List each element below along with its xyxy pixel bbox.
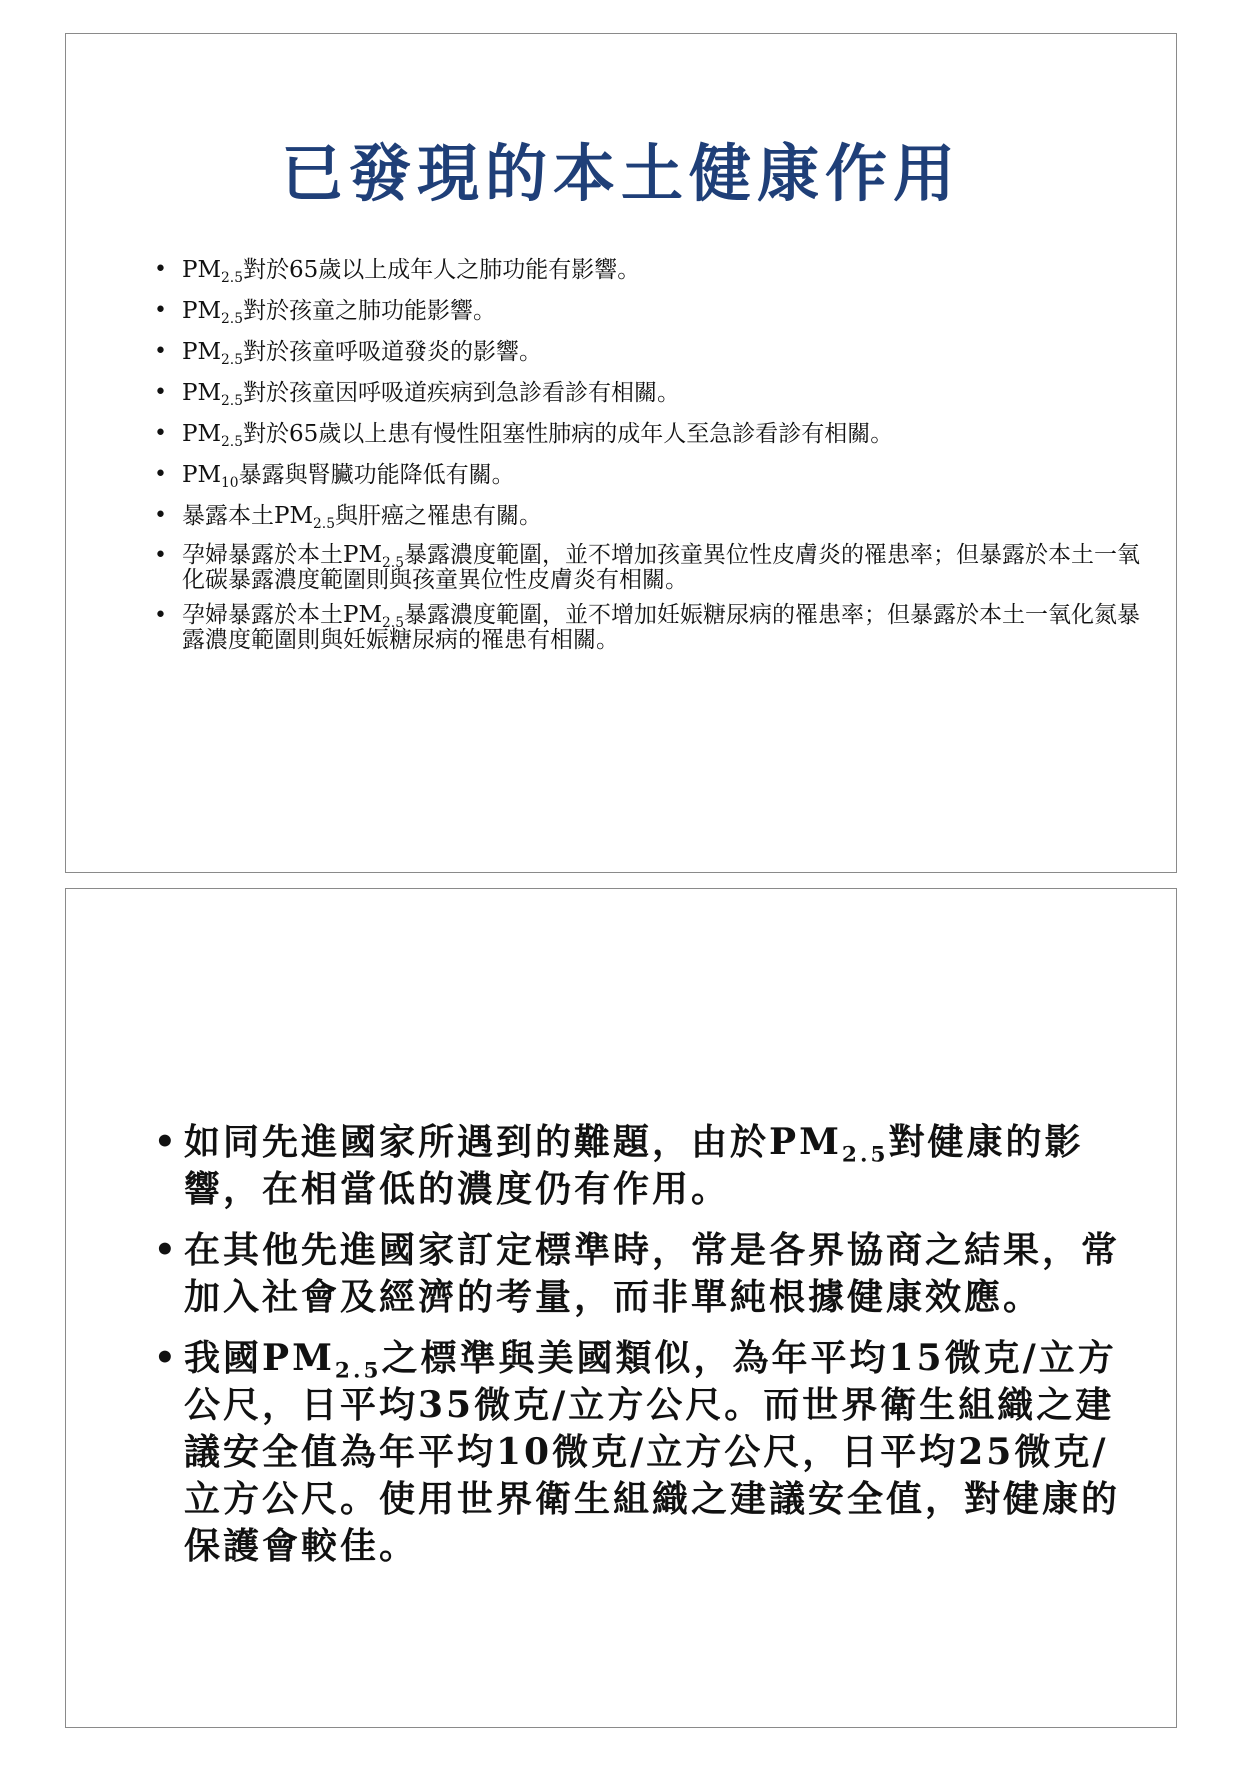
bullet-item: • $PM_{2.5}$對於孩童之肺功能影響。 — [154, 297, 1154, 325]
bullet-item: • $PM_{2.5}$對於孩童呼吸道發炎的影響。 — [154, 338, 1154, 366]
bullet-item: • $PM_{2.5}$對於孩童因呼吸道疾病到急診看診有相關。 — [154, 379, 1154, 407]
slide-title: 已發現的本土健康作用 — [280, 137, 961, 210]
bullet-list — [154, 256, 1154, 663]
bullet-item: • 如同先進國家所遇到的難題，由於$PM_{2.5}$對健康的影響，在相當低的濃度仍有作用。 — [154, 1119, 1134, 1213]
bullet-item: • 在其他先進國家訂定標準時，常是各界協商之結果，常加入社會及經濟的考量，而非單純根據健康效應。 — [154, 1227, 1134, 1321]
bullet-item: • $PM_{2.5}$對於65歲以上成年人之肺功能有影響。 — [154, 256, 1154, 284]
slide-2 — [65, 888, 1177, 1728]
bullet-item: • $PM_{2.5}$對於65歲以上患有慢性阻塞性肺病的成年人至急診看診有相關。 — [154, 420, 1154, 448]
bullet-list — [154, 1119, 1154, 1584]
bullet-item: • 孕婦暴露於本土$PM_{2.5}$暴露濃度範圍，並不增加妊娠糖尿病的罹患率；但暴露於本土一氧化氮暴露濃度範圍則與妊娠糖尿病的罹患有相關。 — [154, 603, 1142, 653]
bullet-item: • 孕婦暴露於本土$PM_{2.5}$暴露濃度範圍，並不增加孩童異位性皮膚炎的罹患率；但暴露於本土一氧化碳暴露濃度範圍則與孩童異位性皮膚炎有相關。 — [154, 543, 1142, 593]
bullet-item: • 我國$PM_{2.5}$之標準與美國類似，為年平均15微克/立方公尺，日平均35微克/立方公尺。而世界衛生組織之建議安全值為年平均10微克/立方公尺，日平均25微克/立方公尺。使用世界衛生組織之建議安全值，對健康的保護會較佳。 — [154, 1335, 1134, 1570]
bullet-item: • 暴露本土$PM_{2.5}$與肝癌之罹患有關。 — [154, 502, 1154, 530]
slide-1 — [65, 33, 1177, 873]
bullet-item: • $PM_{10}$暴露與腎臟功能降低有關。 — [154, 461, 1154, 489]
